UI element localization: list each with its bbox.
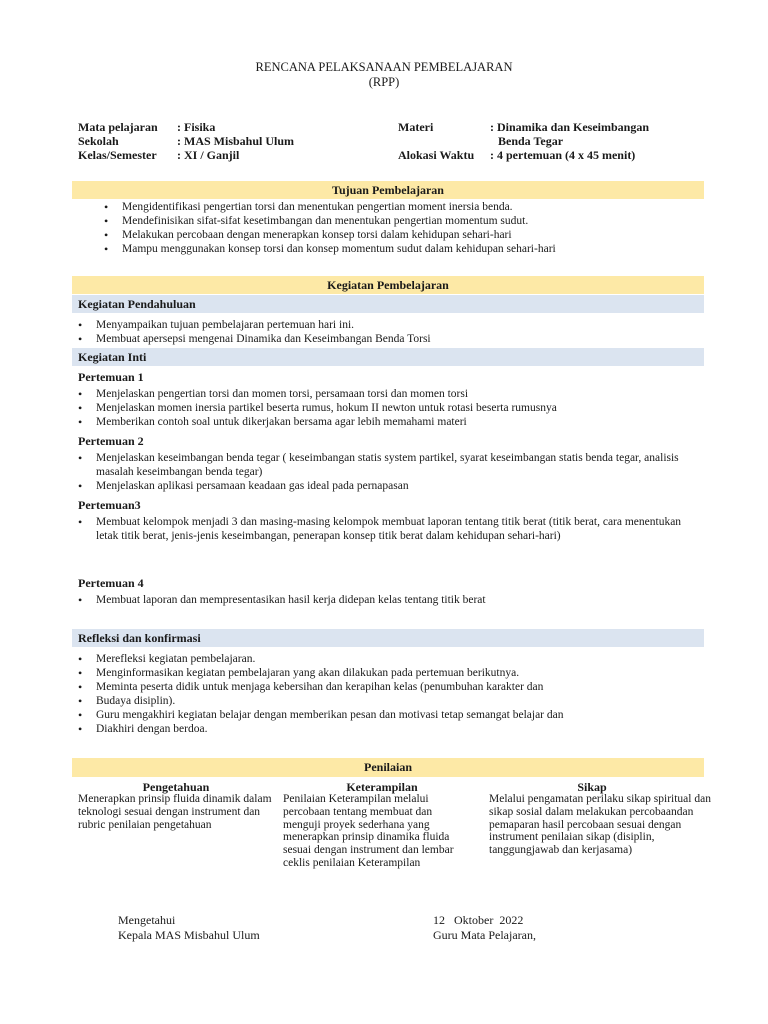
list-item: • Mendefinisikan sifat-sifat kesetimbangan dan menentukan pengertian momentum sudut.: [100, 214, 710, 228]
list-item: • Guru mengakhiri kegiatan belajar dengan memberikan pesan dan motivasi tetap semangat belajar dan: [76, 708, 686, 722]
keterampilan-title: Keterampilan: [346, 780, 418, 794]
sikap-text: Melalui pengamatan perilaku sikap spiritual dan sikap sosial dalam melakukan percobaandan pemaparan hasil percobaan sesuai dengan instrument penilaian sikap (disiplin, tanggungjawab dan kerjasama): [489, 793, 711, 857]
pengetahuan-title: Pengetahuan: [142, 780, 210, 794]
pertemuan-2-list: [76, 451, 688, 493]
keterampilan-text: Penilaian Keterampilan melalui percobaan tentang membuat dan menguji proyek sederhana yang menerapkan prinsip dinamika fluida sesuai dengan instrument dan lembar ceklis penilaian Keterampilan: [283, 793, 454, 869]
document-subtitle: (RPP): [368, 75, 400, 89]
materi-label: Materi: [398, 120, 434, 134]
signature-date: 12 Oktober 2022: [433, 913, 524, 927]
pertemuan-3-label: Pertemuan3: [78, 498, 141, 512]
list-item: • Membuat kelompok menjadi 3 dan masing-masing kelompok membuat laporan tentang titik berat (titik berat, cara menentukan letak titik berat, jenis-jenis keseimbangan, penerapan konsep titik berat dalam kehidupan sehari-hari): [76, 515, 688, 543]
materi-value-cont: Benda Tegar: [498, 134, 564, 148]
list-item: • Melakukan percobaan dengan menerapkan konsep torsi dalam kehidupan sehari-hari: [100, 228, 710, 242]
list-item: • Memberikan contoh soal untuk dikerjakan bersama agar lebih memahami materi: [76, 415, 686, 429]
inti-header: Kegiatan Inti: [72, 348, 704, 366]
kelas-value: : XI / Ganjil: [177, 148, 240, 162]
mapel-label: Mata pelajaran: [78, 120, 158, 134]
list-item: • Meminta peserta didik untuk menjaga kebersihan dan kerapihan kelas (penumbuhan karakter dan: [76, 680, 686, 694]
pendahuluan-header: Kegiatan Pendahuluan: [72, 295, 704, 313]
list-item: • Mengidentifikasi pengertian torsi dan menentukan pengertian moment inersia benda.: [100, 200, 710, 214]
refleksi-header: Refleksi dan konfirmasi: [72, 629, 704, 647]
mapel-row: [78, 120, 215, 134]
materi-value: : Dinamika dan Keseimbangan: [490, 120, 650, 134]
pertemuan-4-list: [76, 593, 686, 607]
penilaian-header: Penilaian: [72, 758, 704, 777]
kegiatan-header: Kegiatan Pembelajaran: [72, 276, 704, 294]
list-item: • Menjelaskan momen inersia partikel beserta rumus, hokum II newton untuk rotasi beserta rumusnya: [76, 401, 686, 415]
signature-left: [118, 913, 260, 943]
document-title: RENCANA PELAKSANAAN PEMBELAJARAN: [255, 60, 513, 74]
tujuan-header: Tujuan Pembelajaran: [72, 181, 704, 199]
tujuan-list: [100, 200, 710, 256]
alokasi-label: Alokasi Waktu: [398, 148, 475, 162]
refleksi-list: [76, 652, 686, 736]
guru-label: Guru Mata Pelajaran,: [433, 928, 536, 942]
pertemuan-3-list: [76, 515, 688, 543]
pertemuan-2-label: Pertemuan 2: [78, 434, 144, 448]
signature-right: [433, 913, 536, 943]
list-item: • Membuat laporan dan mempresentasikan hasil kerja didepan kelas tentang titik berat: [76, 593, 686, 607]
pendahuluan-list: [76, 318, 686, 346]
list-item: • Menjelaskan pengertian torsi dan momen torsi, persamaan torsi dan momen torsi: [76, 387, 686, 401]
list-item: • Menjelaskan aplikasi persamaan keadaan gas ideal pada pernapasan: [76, 479, 688, 493]
kelas-row: [78, 148, 239, 162]
list-item: • Budaya disiplin).: [76, 694, 686, 708]
pengetahuan-text: Menerapkan prinsip fluida dinamik dalam teknologi sesuai dengan instrument dan rubric penilaian pengetahuan: [78, 793, 272, 831]
list-item: • Merefleksi kegiatan pembelajaran.: [76, 652, 686, 666]
mengetahui-label: Mengetahui: [118, 913, 176, 927]
kepala-label: Kepala MAS Misbahul Ulum: [118, 928, 260, 942]
list-item: • Mampu menggunakan konsep torsi dan konsep momentum sudut dalam kehidupan sehari-hari: [100, 242, 710, 256]
kelas-label: Kelas/Semester: [78, 148, 157, 162]
mapel-value: : Fisika: [177, 120, 216, 134]
alokasi-row: [398, 148, 635, 162]
pertemuan-1-list: [76, 387, 686, 429]
pertemuan-1-label: Pertemuan 1: [78, 370, 144, 384]
list-item: • Menginformasikan kegiatan pembelajaran yang akan dilakukan pada pertemuan berikutnya.: [76, 666, 686, 680]
list-item: • Diakhiri dengan berdoa.: [76, 722, 686, 736]
pertemuan-4-label: Pertemuan 4: [78, 576, 144, 590]
list-item: • Membuat apersepsi mengenai Dinamika dan Keseimbangan Benda Torsi: [76, 332, 686, 346]
sekolah-row: [78, 134, 294, 148]
list-item: • Menyampaikan tujuan pembelajaran pertemuan hari ini.: [76, 318, 686, 332]
materi-row: [398, 120, 649, 134]
alokasi-value: : 4 pertemuan (4 x 45 menit): [490, 148, 636, 162]
list-item: • Menjelaskan keseimbangan benda tegar ( keseimbangan statis system partikel, syarat keseimbangan statis benda tegar, analisis masalah keseimbangan benda tegar): [76, 451, 688, 479]
sikap-title: Sikap: [577, 780, 607, 794]
sekolah-label: Sekolah: [78, 134, 119, 148]
sekolah-value: : MAS Misbahul Ulum: [177, 134, 295, 148]
